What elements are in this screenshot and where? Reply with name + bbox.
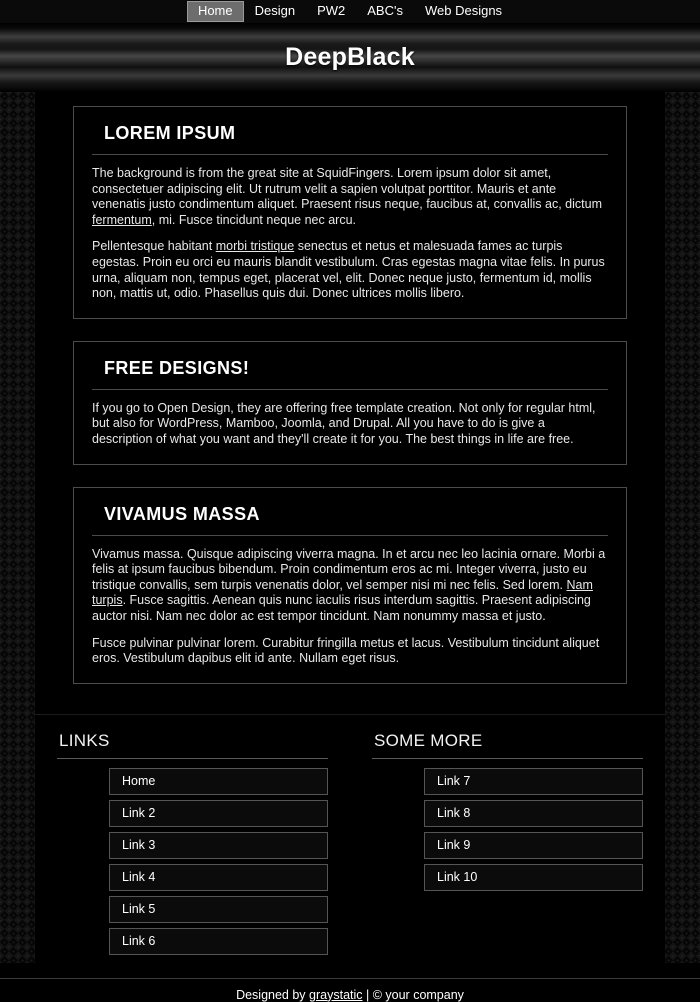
footer-link-columns <box>35 714 665 978</box>
nav-item-pw2[interactable]: PW2 <box>317 3 346 18</box>
list-item <box>57 832 328 859</box>
footer-link-link-5[interactable]: Link 5 <box>109 896 328 923</box>
content-wrapper <box>35 92 665 978</box>
footer-credit-link[interactable]: graystatic <box>309 987 363 1002</box>
inline-link[interactable]: morbi tristique <box>215 239 295 254</box>
list-item <box>57 768 328 795</box>
content-box <box>73 487 627 684</box>
content-paragraph <box>92 401 608 448</box>
footer-link-link-2[interactable]: Link 2 <box>109 800 328 827</box>
content-box-heading: LOREM IPSUM <box>92 119 608 155</box>
content-box-heading: FREE DESIGNS! <box>92 354 608 390</box>
link-list <box>57 768 328 955</box>
decorative-side-pattern-right <box>664 92 700 963</box>
list-item <box>372 864 643 891</box>
link-list <box>372 768 643 891</box>
paragraph-text: senectus et netus et malesuada fames ac turpis egestas. Proin eu orci eu mauris blandit vestibulum. Cras egestas magna vitae felis. In purus urna, aliquam non, tempus eget, placerat vel, elit. Donec neque justo, fermentum id, mollis non, mattis ut, odio. Phasellus quis dui. Donec ultrices mollis libero. <box>92 239 605 301</box>
nav-item-web-designs[interactable]: Web Designs <box>424 3 503 18</box>
footer-link-link-9[interactable]: Link 9 <box>424 832 643 859</box>
nav-item-design[interactable]: Design <box>254 3 296 18</box>
paragraph-text: . Fusce sagittis. Aenean quis nunc iaculis risus interdum sagittis. Praesent adipiscing auctor nisi. Nam nec dolor ac est tempor tincidunt. Nam nonummy massa et justo. <box>92 593 591 623</box>
content-paragraph <box>92 166 608 228</box>
content-box-heading: VIVAMUS MASSA <box>92 500 608 536</box>
footer-link-link-8[interactable]: Link 8 <box>424 800 643 827</box>
paragraph-text: , mi. Fusce tincidunt neque nec arcu. <box>151 212 357 227</box>
content-box <box>73 341 627 465</box>
list-item <box>372 800 643 827</box>
footer-bar <box>0 978 700 1002</box>
footer-credit <box>0 988 700 1002</box>
link-column-heading: LINKS <box>57 731 328 759</box>
decorative-side-pattern-left <box>0 92 36 963</box>
footer-credit-suffix: | © your company <box>362 987 464 1002</box>
paragraph-text: If you go to Open Design, they are offering free template creation. Not only for regular html, but also for WordPress, Mamboo, Joomla, and Drupal. All you have to do is give a description of what you want and they'll create it for you. The best things in life are free. <box>92 400 596 446</box>
content-box <box>73 106 627 319</box>
list-item <box>372 832 643 859</box>
page-title: DeepBlack <box>285 43 415 71</box>
site-banner <box>0 23 700 92</box>
footer-link-home[interactable]: Home <box>109 768 328 795</box>
footer-link-link-7[interactable]: Link 7 <box>424 768 643 795</box>
paragraph-text: Pellentesque habitant <box>92 239 216 254</box>
footer-link-link-6[interactable]: Link 6 <box>109 928 328 955</box>
list-item <box>57 800 328 827</box>
top-navigation <box>0 0 700 23</box>
content-paragraph <box>92 239 608 301</box>
footer-link-link-10[interactable]: Link 10 <box>424 864 643 891</box>
inline-link[interactable]: fermentum <box>92 212 152 227</box>
content-paragraph <box>92 547 608 625</box>
link-column <box>350 731 665 960</box>
list-item <box>57 928 328 955</box>
content-paragraph <box>92 636 608 667</box>
paragraph-text: Vivamus massa. Quisque adipiscing viverra magna. In et arcu nec leo lacinia ornare. Morbi a felis at ipsum faucibus bibendum. Proin condimentum eros ac mi. Integer viverra, justo eu tristique convallis, sem turpis venenatis dolor, vel semper nisi mi nec felis. Sed lorem. <box>92 546 606 592</box>
content-boxes <box>35 92 665 714</box>
link-column-heading: SOME MORE <box>372 731 643 759</box>
list-item <box>57 864 328 891</box>
footer-link-link-4[interactable]: Link 4 <box>109 864 328 891</box>
inline-link[interactable]: Nam turpis <box>92 577 593 608</box>
nav-item-home[interactable]: Home <box>187 1 244 22</box>
list-item <box>372 768 643 795</box>
nav-item-abc-s[interactable]: ABC's <box>367 3 403 18</box>
footer-credit-prefix: Designed by <box>236 987 310 1002</box>
link-column <box>35 731 350 960</box>
list-item <box>57 896 328 923</box>
footer-link-link-3[interactable]: Link 3 <box>109 832 328 859</box>
paragraph-text: The background is from the great site at SquidFingers. Lorem ipsum dolor sit amet, consectetuer adipiscing elit. Ut rutrum velit a sapien volutpat porttitor. Mauris et ante venenatis justo condimentum aliquet. Praesent risus neque, faucibus at, convallis ac, dictum <box>92 166 602 212</box>
paragraph-text: Fusce pulvinar pulvinar lorem. Curabitur fringilla metus et lacus. Vestibulum tincidunt aliquet eros. Vestibulum dapibus elit id ante. Nullam eget risus. <box>92 635 600 666</box>
